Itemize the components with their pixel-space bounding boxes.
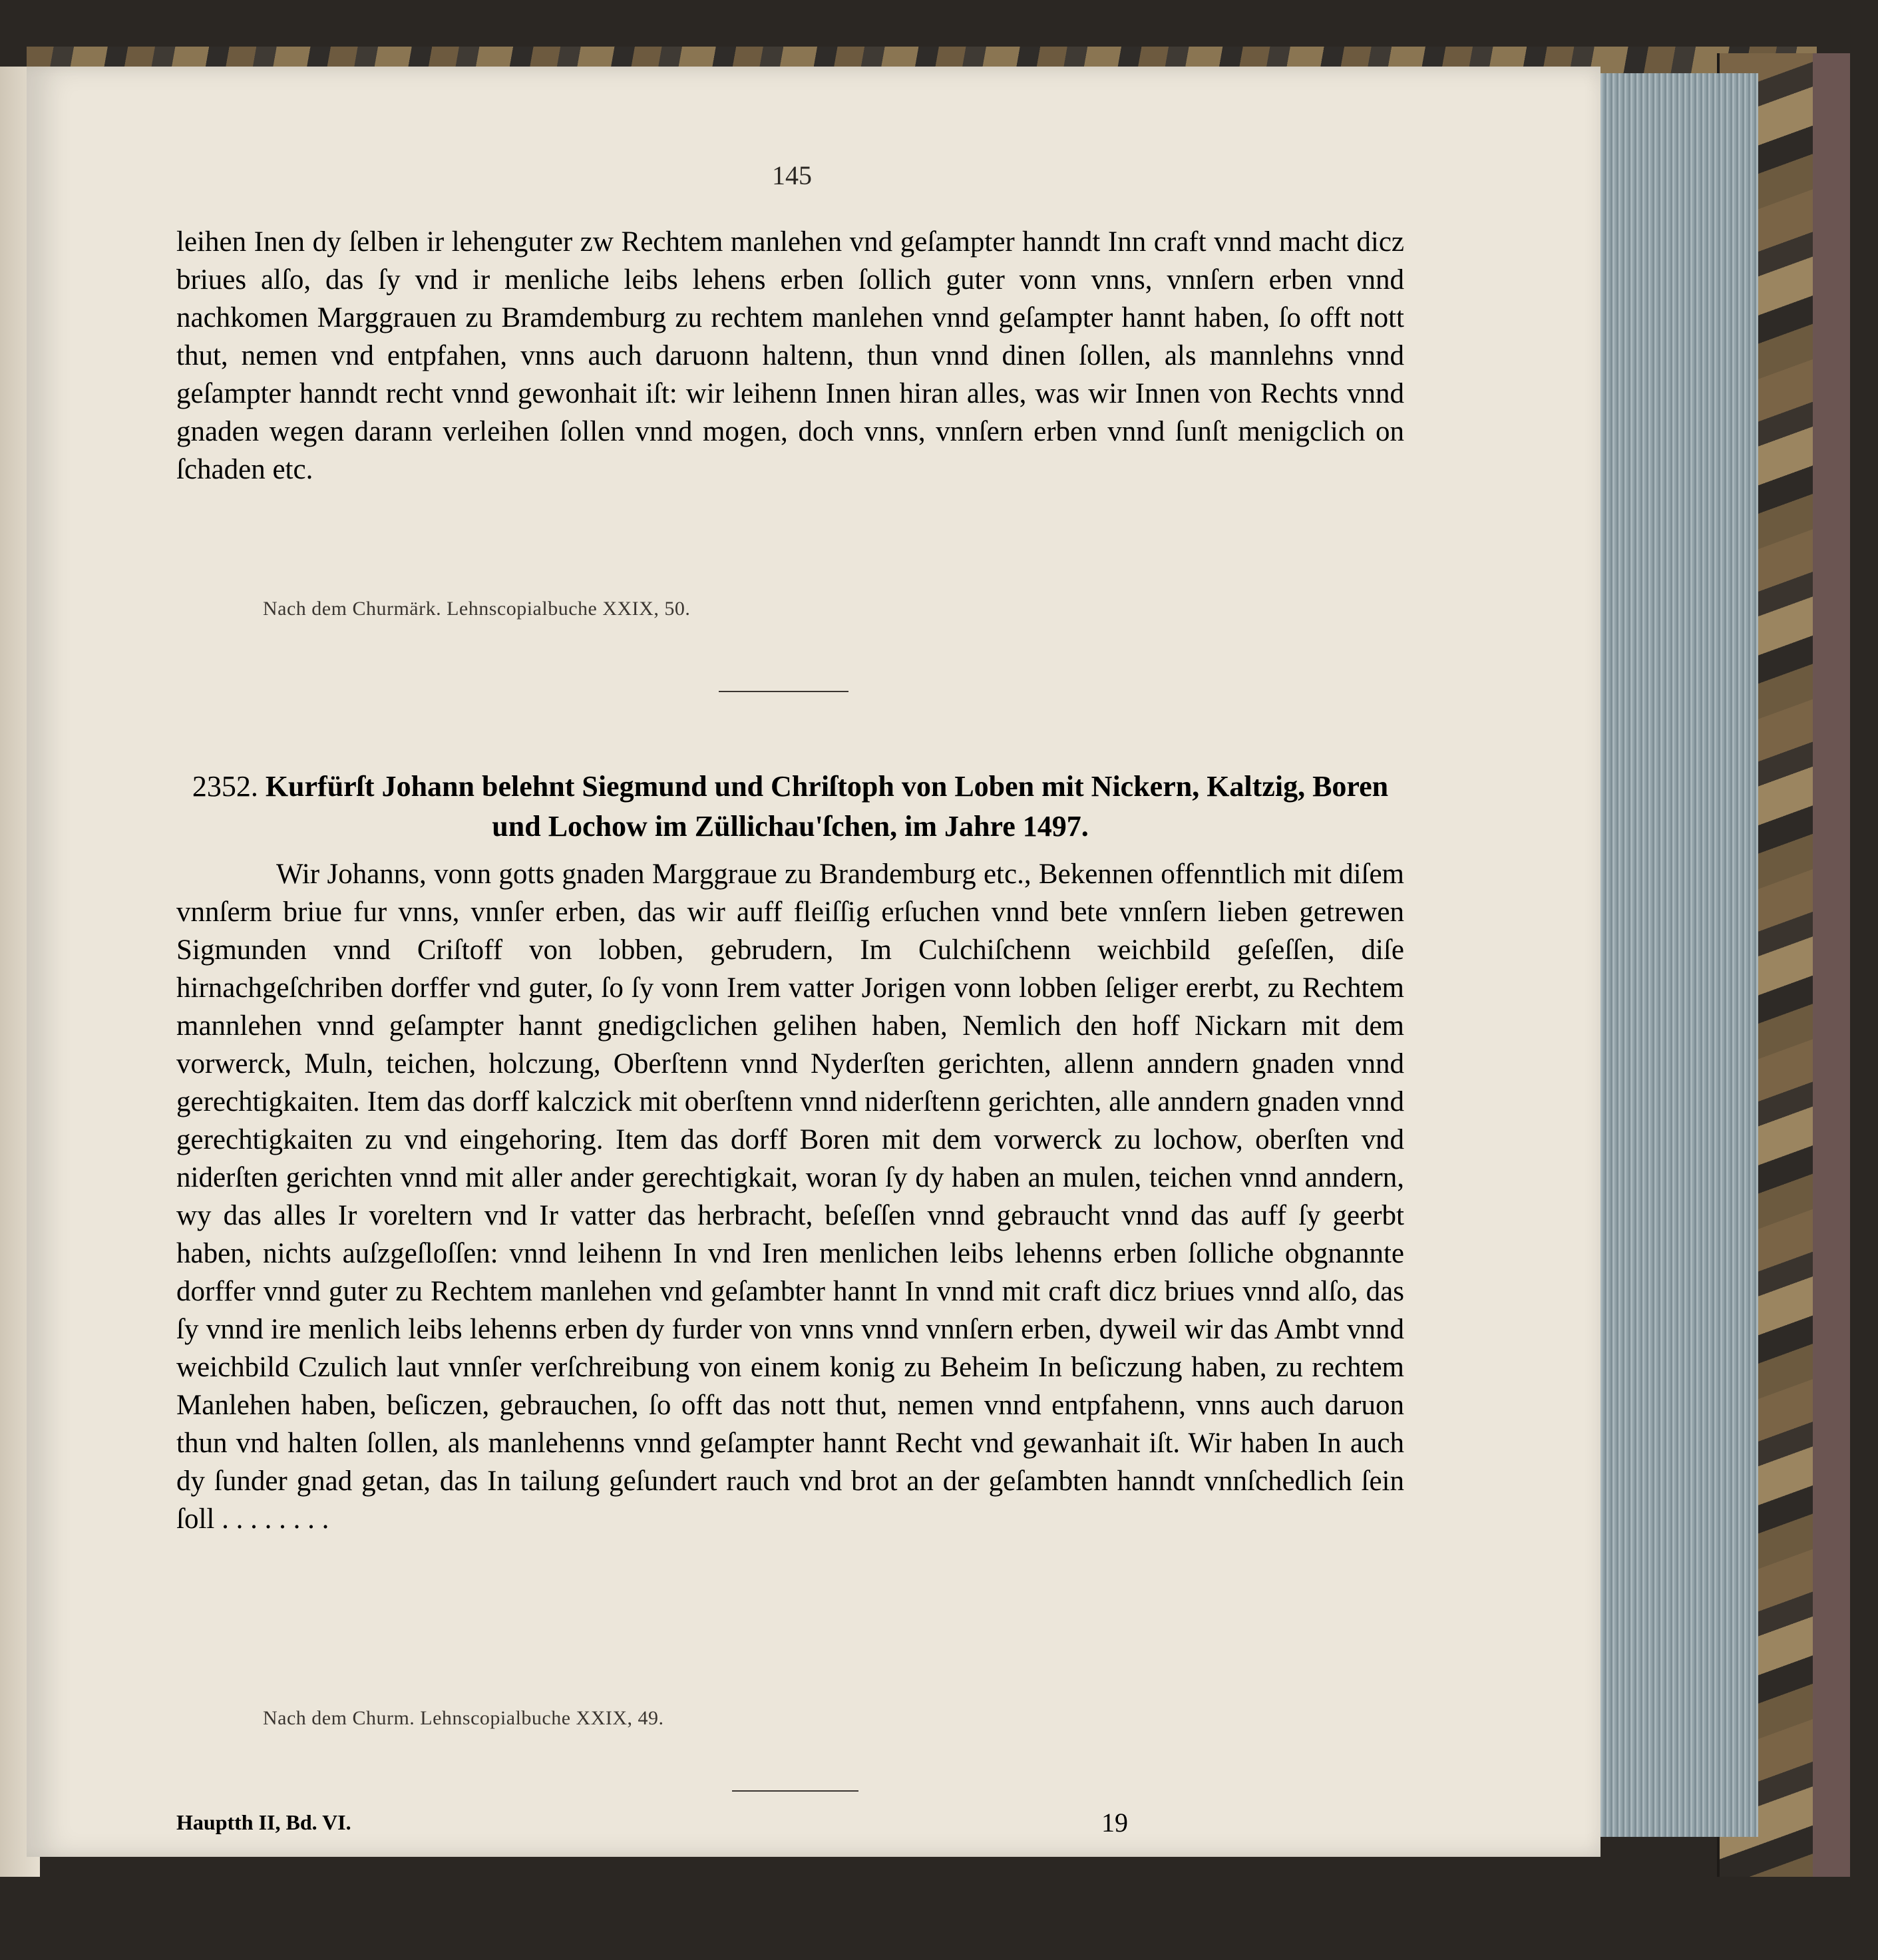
page-number: 145 [772, 160, 812, 190]
document-title: Kurfürſt Johann belehnt Siegmund und Chriſtoph von Loben mit Nickern, Kaltzig, Boren und Lochow im Züllichau'ſchen, im Jahre 1497. [265, 770, 1389, 843]
document-paragraph: Wir Johanns, vonn gotts gnaden Marggraue zu Brandemburg etc., Bekennen offenntlich mit diſem vnnſerm briue fur vnns, vnnſer erben, das wir auff fleiſſig erſuchen vnnd bete vnnſern lieben getrewen Sigmunden vnnd Criſtoff von lobben, gebrudern, Im Culchiſchenn weichbild geſeſſen, diſe hirnachgeſchriben dorffer vnd guter, ſo ſy vonn Irem vatter Jorigen vonn lobben ſeliger ererbt, zu Rechtem mannlehen vnnd geſampter hannt gnedigclichen gelihen haben, Nemlich den hoff Nickarn mit dem vorwerck, Muln, teichen, holczung, Oberſtenn vnnd Nyderſten gerichten, allenn anndern gnaden vnnd gerechtigkaiten. Item das dorff kalczick mit oberſtenn vnnd niderſtenn gerichten, alle anndern gnaden vnnd gerechtigkaiten zu vnd eingehoring. Item das dorff Boren mit dem vorwerck zu lochow, oberſten vnd niderſten gerichten vnnd mit aller ander gerechtigkait, woran ſy dy haben an mulen, teichen vnnd anndern, wy das alles Ir voreltern vnd Ir vatter das herbracht, beſeſſen vnnd gebraucht vnnd das auff ſy geerbt haben, nichts auſzgeſloſſen: vnnd leihenn In vnd Iren menlichen leibs lehenns erben ſolliche obgnannte dorffer vnnd guter zu Rechtem manlehen vnd geſambter hannt In vnnd mit craft dicz briues vnnd alſo, das ſy vnnd ire menlich leibs lehenns erben dy furder von vnns vnnd vnnſern erben, dyweil wir das Ambt vnnd weichbild Czulich laut vnnſer verſchreibung von einem konig zu Beheim In beſiczung haben, zu rechtem Manlehen haben, beſiczen, gebrauchen, ſo offt das nott thut, nemen vnnd entpfahenn, vnns auch daruon thun vnd halten ſollen, als manlehenns vnnd geſampter hannt Recht vnd gewanhait iſt. Wir haben In auch dy ſunder gnad getan, das In tailung geſundert rauch vnd brot an der geſambten hanndt vnnſchedlich ſein ſoll . . . . . . . . [176, 859, 1404, 1535]
book-page [27, 67, 1600, 1857]
signature-mark: Hauptth II, Bd. VI. [176, 1810, 351, 1834]
document-number: 2352. [192, 770, 258, 803]
continued-paragraph: leihen Inen dy ſelben ir lehenguter zw Rechtem manlehen vnd geſampter hanndt Inn craft vnnd macht dicz briues alſo, das ſy vnd ir menliche leibs lehens erben ſollich guter vonn vnns, vnnſern erben vnnd nachkomen Marggrauen zu Bramdemburg zu rechtem manlehen vnnd geſampter hannt haben, ſo offt nott thut, nemen vnd entpfahen, vnns auch daruonn haltenn, thun vnnd dinen ſollen, als mannlehns vnnd geſampter hanndt recht vnnd gewonhait iſt: wir leihenn Innen hiran alles, was wir Innen von Rechts vnnd gnaden wegen darann verleihen ſollen vnnd mogen, doch vnns, vnnſern erben vnnd ſunſt menigclich on ſchaden etc. [176, 226, 1404, 485]
source-citation-2: Nach dem Churm. Lehnscopialbuche XXIX, 49. [263, 1707, 664, 1729]
document-heading [176, 767, 1404, 847]
signature-number: 19 [1101, 1808, 1128, 1838]
source-citation-1: Nach dem Churmärk. Lehnscopialbuche XXIX, 50. [263, 598, 691, 620]
section-divider-1 [719, 691, 848, 692]
section-divider-2 [732, 1790, 858, 1792]
document-text-block [176, 855, 1404, 1538]
continued-text-block [176, 223, 1404, 489]
page-block-edges [1597, 73, 1758, 1837]
